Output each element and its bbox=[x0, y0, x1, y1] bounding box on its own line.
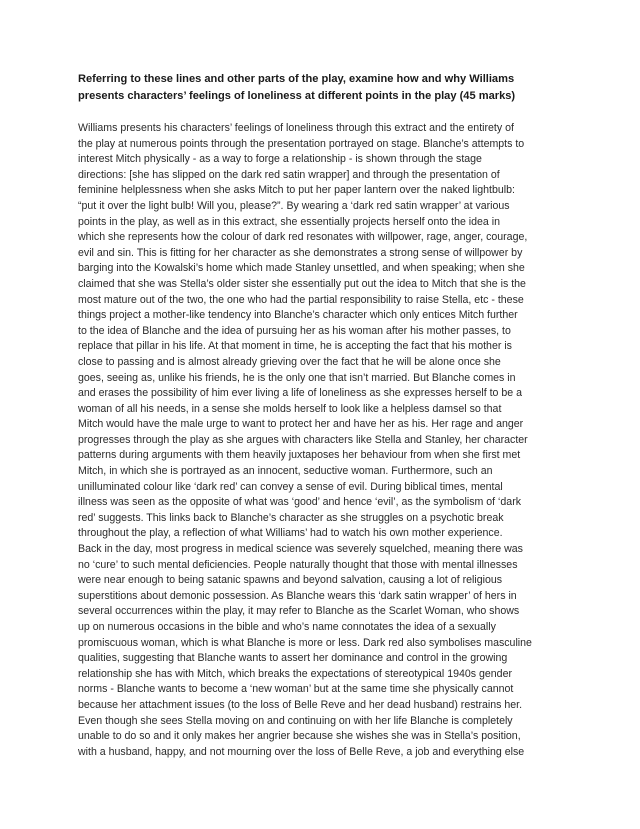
body-line: throughout the play, a reflection of what Williams’ had to watch his own mother experience. bbox=[78, 527, 503, 540]
body-line: progresses through the play as she argues with characters like Stella and Stanley, her character bbox=[78, 433, 528, 446]
body-line: things project a mother-like tendency into Blanche’s character which only entices Mitch further bbox=[78, 309, 518, 322]
body-line: red’ suggests. This links back to Blanche’s character as she struggles on a psychotic break bbox=[78, 511, 504, 524]
body-line: the play at numerous points through the presentation portrayed on stage. Blanche’s attempts to bbox=[78, 137, 525, 150]
body-line: with a husband, happy, and not mourning over the loss of Belle Reve, a job and everything else bbox=[78, 745, 525, 758]
heading-line: presents characters’ feelings of loneliness at different points in the play (45 marks) bbox=[78, 90, 516, 102]
body-line: to the idea of Blanche and the idea of pursuing her as his woman after his mother passes, to bbox=[78, 324, 511, 337]
body-line: Even though she sees Stella moving on and continuing on with her life Blanche is completely bbox=[78, 714, 513, 727]
body-line: claimed that she was Stella’s older sister she essentially put out the idea to Mitch that she is the bbox=[78, 277, 526, 290]
body-line: replace that pillar in his life. At that moment in time, he is accepting the fact that his mother is bbox=[78, 340, 512, 353]
body-line: “put it over the light bulb! Will you, please?”. By wearing a ‘dark red satin wrapper’ at various bbox=[78, 199, 510, 212]
body-line: patterns during arguments with them heavily juxtaposes her behaviour from when she first met bbox=[78, 449, 521, 462]
body-line: several occurrences within the play, it may refer to Blanche as the Scarlet Woman, who shows bbox=[78, 605, 520, 618]
body-line: unable to do so and it only makes her angrier because she wishes she was in Stella’s position, bbox=[78, 730, 521, 743]
body-line: illness was seen as the opposite of what was ‘good’ and hence ‘evil’, as the symbolism of ‘dark bbox=[78, 496, 522, 509]
body-line: unilluminated colour like ‘dark red’ can convey a sense of evil. During biblical times, mental bbox=[78, 480, 503, 493]
body-line: no ‘cure’ to such mental deficiencies. People naturally thought that those with mental illnesses bbox=[78, 558, 518, 571]
body-line: close to passing and is almost already grieving over the fact that he will be alone once she bbox=[78, 355, 501, 368]
body-line: relationship she has with Mitch, which breaks the expectations of stereotypical 1940s gender bbox=[78, 667, 512, 680]
body-line: evil and sin. This is fitting for her character as she demonstrates a strong sense of willpower by bbox=[78, 246, 523, 259]
body-line: were near enough to being satanic spawns and beyond salvation, causing a lot of religious bbox=[78, 574, 503, 587]
body-line: superstitions about demonic possession. As Blanche wears this ‘dark satin wrapper’ of hers in bbox=[78, 589, 517, 602]
body-line: Back in the day, most progress in medical science was severely squelched, meaning there was bbox=[78, 543, 523, 556]
body-line: and erases the possibility of him ever living a life of loneliness as she expresses herself to be a bbox=[78, 387, 522, 400]
essay-body bbox=[78, 121, 568, 760]
body-line: promiscuous woman, which is what Blanche is more or less. Dark red also symbolises masculine bbox=[78, 636, 532, 649]
body-line: points in the play, as well as in this extract, she essentially projects herself onto the idea in bbox=[78, 215, 501, 228]
body-line: most mature out of the two, the one who had the partial responsibility to raise Stella, etc - these bbox=[78, 293, 524, 306]
body-line: Williams presents his characters’ feelings of loneliness through this extract and the entirety of bbox=[78, 122, 514, 134]
heading-line: Referring to these lines and other parts of the play, examine how and why Williams bbox=[78, 73, 515, 85]
body-line: interest Mitch physically - as a way to forge a relationship - is shown through the stage bbox=[78, 153, 482, 166]
body-line: norms - Blanche wants to become a ‘new woman’ but at the same time she physically cannot bbox=[78, 683, 514, 696]
body-line: because her attachment issues (to the loss of Belle Reve and her dead husband) restrains her. bbox=[78, 698, 523, 711]
body-line: woman of all his needs, in a sense she molds herself to look like a helpless damsel so that bbox=[78, 402, 502, 415]
essay-question-heading bbox=[78, 71, 568, 105]
body-line: qualities, suggesting that Blanche wants to assert her dominance and control in the growing bbox=[78, 652, 508, 665]
body-line: Mitch, in which she is portrayed as an innocent, seductive woman. Furthermore, such an bbox=[78, 465, 493, 478]
body-line: directions: [she has slipped on the dark red satin wrapper] and through the presentation of bbox=[78, 168, 500, 181]
body-line: up on numerous occasions in the bible and who’s name connotates the idea of a sexually bbox=[78, 621, 496, 633]
body-line: goes, seeing as, unlike his friends, he is the only one that isn’t married. But Blanche comes in bbox=[78, 371, 516, 384]
body-line: which she represents how the colour of dark red resonates with willpower, rage, anger, courage, bbox=[78, 231, 528, 244]
body-line: Mitch would have the male urge to want to protect her and have her as his. Her rage and anger bbox=[78, 418, 524, 431]
body-line: barging into the Kowalski’s home which made Stanley unsettled, and when speaking; when she bbox=[78, 262, 525, 275]
body-line: feminine helplessness when she asks Mitch to put her paper lantern over the naked lightbulb: bbox=[78, 184, 515, 197]
